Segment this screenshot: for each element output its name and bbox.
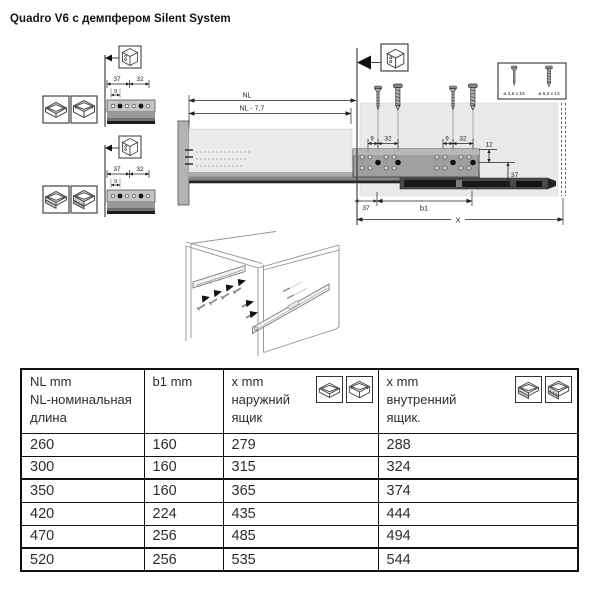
table-cell: 160 [144, 433, 223, 456]
profile-dimensions-top [107, 76, 149, 98]
svg-text:37: 37 [511, 172, 519, 179]
table-cell: 485 [223, 525, 378, 548]
svg-text:37: 37 [113, 166, 121, 173]
table-header-row [21, 369, 578, 433]
header-line: b1 mm [152, 374, 193, 389]
svg-text:NL: NL [242, 92, 252, 100]
table-cell: 544 [378, 548, 578, 571]
table-cell: 224 [144, 502, 223, 525]
table-cell: 279 [223, 433, 378, 456]
reference-arrow-icon [357, 56, 371, 70]
svg-text:9: 9 [370, 136, 374, 143]
profile-dimensions-bottom [107, 166, 149, 188]
table-cell: 300 [21, 456, 144, 479]
installation-isometric-view [186, 232, 339, 357]
table-cell: 520 [21, 548, 144, 571]
table-row [21, 479, 578, 502]
svg-text:12: 12 [485, 141, 493, 149]
table-cell: 365 [223, 479, 378, 502]
table-cell: 535 [223, 548, 378, 571]
header-text: x mm внутренний ящик. [386, 374, 457, 426]
connector-cube-icon [123, 49, 138, 66]
extended-runner [400, 178, 556, 189]
length-dimensions [189, 93, 356, 125]
svg-text:37: 37 [362, 205, 370, 212]
screw-legend [498, 63, 566, 99]
svg-text:9: 9 [113, 89, 118, 95]
right-slide [242, 282, 329, 334]
header-cell-x-inner [378, 369, 578, 433]
table-cell: 160 [144, 479, 223, 502]
table-row [21, 525, 578, 548]
svg-text:ø 6,3 x 13: ø 6,3 x 13 [538, 92, 560, 97]
rail-cross-section-top [107, 100, 155, 124]
reference-arrow-icon [105, 55, 112, 62]
svg-text:ø 3,5 x 16: ø 3,5 x 16 [503, 92, 525, 97]
table-cell: 470 [21, 525, 144, 548]
header-cell-nl [21, 369, 144, 433]
svg-text:32: 32 [136, 76, 144, 83]
svg-text:X: X [455, 215, 461, 225]
outer-drawer-icon [316, 376, 343, 403]
dimensions-table [20, 368, 579, 572]
table-cell: 256 [144, 548, 223, 571]
table-cell: 444 [378, 502, 578, 525]
svg-text:9: 9 [445, 136, 449, 143]
header-line: длина [30, 410, 67, 426]
left-slide [193, 266, 247, 311]
application-inner-drawer [43, 136, 155, 217]
table-cell: 324 [378, 456, 578, 479]
reference-arrow-icon [105, 145, 112, 152]
table-cell: 288 [378, 433, 578, 456]
mounted-rail [353, 149, 479, 177]
table-cell: 435 [223, 502, 378, 525]
table-cell: 160 [144, 456, 223, 479]
header-line: NL-номинальная [30, 392, 132, 408]
main-side-view [178, 44, 566, 225]
header-cell-x-outer [223, 369, 378, 433]
inner-drawer-front-icon [545, 376, 572, 403]
table-cell: 350 [21, 479, 144, 502]
table-cell: 256 [144, 525, 223, 548]
table-row [21, 548, 578, 571]
svg-text:32: 32 [136, 166, 144, 173]
svg-text:32: 32 [384, 135, 392, 143]
page-title: Quadro V6 с демпфером Silent System [10, 13, 231, 25]
header-text: x mm наружний ящик [231, 374, 291, 426]
svg-text:32: 32 [459, 135, 467, 143]
table-cell: 420 [21, 502, 144, 525]
table-cell: 374 [378, 479, 578, 502]
svg-text:NL - 7,7: NL - 7,7 [239, 105, 265, 113]
table-row [21, 456, 578, 479]
inner-drawer-icon [515, 376, 542, 403]
table-cell: 494 [378, 525, 578, 548]
svg-text:37: 37 [113, 76, 121, 83]
table-cell: 315 [223, 456, 378, 479]
connector-cube-icon [387, 49, 404, 68]
header-line: NL mm [30, 374, 72, 389]
table-row [21, 433, 578, 456]
table-row [21, 502, 578, 525]
svg-text:b1: b1 [419, 203, 429, 213]
connector-cube-icon [123, 139, 138, 156]
outer-drawer-rim-icon [346, 376, 373, 403]
svg-text:9: 9 [113, 179, 118, 185]
application-outer-drawer [43, 46, 155, 127]
rail-cross-section-bottom [107, 190, 155, 214]
table-cell: 260 [21, 433, 144, 456]
header-cell-b1 [144, 369, 223, 433]
